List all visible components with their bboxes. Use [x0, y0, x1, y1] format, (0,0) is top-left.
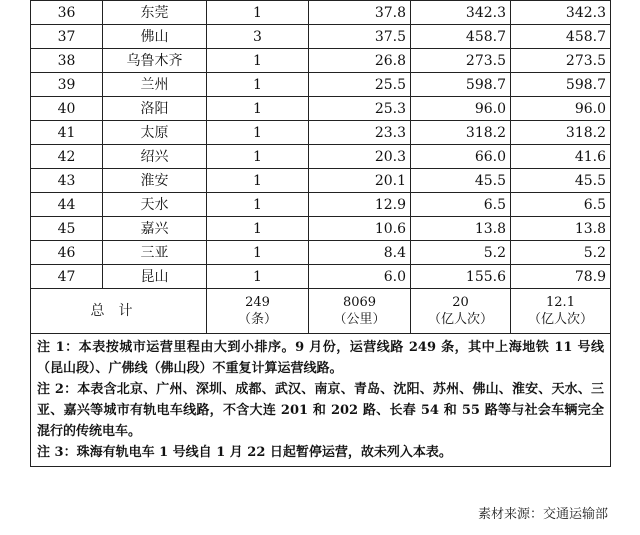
cell-rank: 46: [31, 241, 103, 265]
cell-rank: 37: [31, 25, 103, 49]
cell-city: 三亚: [103, 241, 207, 265]
table-row: [31, 241, 611, 265]
cell-mileage: 20.3: [309, 145, 411, 169]
cell-mileage: 37.5: [309, 25, 411, 49]
cell-passengers: 318.2: [511, 121, 611, 145]
cell-rank: 36: [31, 1, 103, 25]
cell-rank: 44: [31, 193, 103, 217]
cell-ridership: 96.0: [411, 97, 511, 121]
table-row: [31, 97, 611, 121]
cell-lines: 1: [207, 49, 309, 73]
cell-city: 太原: [103, 121, 207, 145]
cell-mileage: 25.3: [309, 97, 411, 121]
total-ridership-unit: （亿人次）: [427, 312, 493, 327]
table-row: [31, 25, 611, 49]
total-passengers-value: 12.1: [546, 295, 575, 310]
cell-lines: 1: [207, 169, 309, 193]
total-row: [31, 289, 611, 334]
total-passengers: [511, 289, 611, 334]
cell-ridership: 155.6: [411, 265, 511, 289]
total-lines: [207, 289, 309, 334]
cell-city: 佛山: [103, 25, 207, 49]
cell-mileage: 37.8: [309, 1, 411, 25]
cell-ridership: 458.7: [411, 25, 511, 49]
cell-passengers: 41.6: [511, 145, 611, 169]
cell-ridership: 598.7: [411, 73, 511, 97]
cell-mileage: 26.8: [309, 49, 411, 73]
cell-lines: 1: [207, 193, 309, 217]
cell-lines: 1: [207, 145, 309, 169]
cell-mileage: 12.9: [309, 193, 411, 217]
cell-city: 天水: [103, 193, 207, 217]
total-passengers-unit: （亿人次）: [527, 312, 593, 327]
cell-lines: 1: [207, 73, 309, 97]
cell-city: 嘉兴: [103, 217, 207, 241]
cell-city: 绍兴: [103, 145, 207, 169]
notes-row: [31, 334, 611, 467]
notes-cell: [31, 334, 611, 467]
total-ridership: [411, 289, 511, 334]
table-row: [31, 169, 611, 193]
cell-ridership: 13.8: [411, 217, 511, 241]
cell-rank: 41: [31, 121, 103, 145]
table-row: [31, 1, 611, 25]
cell-ridership: 318.2: [411, 121, 511, 145]
cell-mileage: 6.0: [309, 265, 411, 289]
table-row: [31, 217, 611, 241]
cell-ridership: 342.3: [411, 1, 511, 25]
cell-passengers: 96.0: [511, 97, 611, 121]
cell-passengers: 458.7: [511, 25, 611, 49]
cell-rank: 40: [31, 97, 103, 121]
cell-mileage: 10.6: [309, 217, 411, 241]
cell-lines: 1: [207, 265, 309, 289]
cell-mileage: 8.4: [309, 241, 411, 265]
cell-city: 昆山: [103, 265, 207, 289]
cell-lines: 3: [207, 25, 309, 49]
cell-ridership: 6.5: [411, 193, 511, 217]
cell-city: 乌鲁木齐: [103, 49, 207, 73]
note-2: 注 2：本表含北京、广州、深圳、成都、武汉、南京、青岛、沈阳、苏州、佛山、淮安、天水、三亚、嘉兴等城市有轨电车线路，不含大连 201 和 202 路、长春 54 和 55 路等与社会车辆完全混行的传统电车。: [37, 382, 604, 439]
metro-statistics-table: [30, 0, 611, 467]
cell-lines: 1: [207, 1, 309, 25]
cell-passengers: 78.9: [511, 265, 611, 289]
cell-passengers: 598.7: [511, 73, 611, 97]
total-mileage: [309, 289, 411, 334]
cell-rank: 39: [31, 73, 103, 97]
cell-passengers: 6.5: [511, 193, 611, 217]
table-row: [31, 73, 611, 97]
cell-ridership: 66.0: [411, 145, 511, 169]
table-row: [31, 265, 611, 289]
cell-city: 东莞: [103, 1, 207, 25]
cell-city: 洛阳: [103, 97, 207, 121]
cell-rank: 43: [31, 169, 103, 193]
total-lines-value: 249: [245, 295, 270, 310]
table-body: [31, 1, 611, 467]
table-row: [31, 193, 611, 217]
cell-ridership: 5.2: [411, 241, 511, 265]
total-mileage-value: 8069: [342, 295, 377, 310]
cell-ridership: 273.5: [411, 49, 511, 73]
cell-passengers: 342.3: [511, 1, 611, 25]
cell-ridership: 45.5: [411, 169, 511, 193]
table-row: [31, 121, 611, 145]
note-1: 注 1：本表按城市运营里程由大到小排序。9 月份，运营线路 249 条，其中上海地铁 11 号线（昆山段）、广佛线（佛山段）不重复计算运营线路。: [37, 340, 604, 376]
total-label: 总计: [31, 289, 207, 334]
cell-lines: 1: [207, 121, 309, 145]
total-lines-unit: （条）: [237, 312, 277, 327]
cell-passengers: 13.8: [511, 217, 611, 241]
total-mileage-unit: （公里）: [333, 312, 386, 327]
cell-mileage: 25.5: [309, 73, 411, 97]
cell-lines: 1: [207, 217, 309, 241]
cell-rank: 47: [31, 265, 103, 289]
cell-mileage: 20.1: [309, 169, 411, 193]
note-3: 注 3：珠海有轨电车 1 号线自 1 月 22 日起暂停运营，故未列入本表。: [37, 445, 452, 460]
cell-rank: 42: [31, 145, 103, 169]
cell-city: 兰州: [103, 73, 207, 97]
cell-passengers: 5.2: [511, 241, 611, 265]
cell-passengers: 273.5: [511, 49, 611, 73]
cell-city: 淮安: [103, 169, 207, 193]
cell-rank: 45: [31, 217, 103, 241]
cell-passengers: 45.5: [511, 169, 611, 193]
cell-lines: 1: [207, 97, 309, 121]
table-row: [31, 49, 611, 73]
cell-lines: 1: [207, 241, 309, 265]
total-ridership-value: 20: [452, 295, 469, 310]
cell-mileage: 23.3: [309, 121, 411, 145]
table-row: [31, 145, 611, 169]
cell-rank: 38: [31, 49, 103, 73]
source-caption: 素材来源：交通运输部: [477, 507, 608, 522]
